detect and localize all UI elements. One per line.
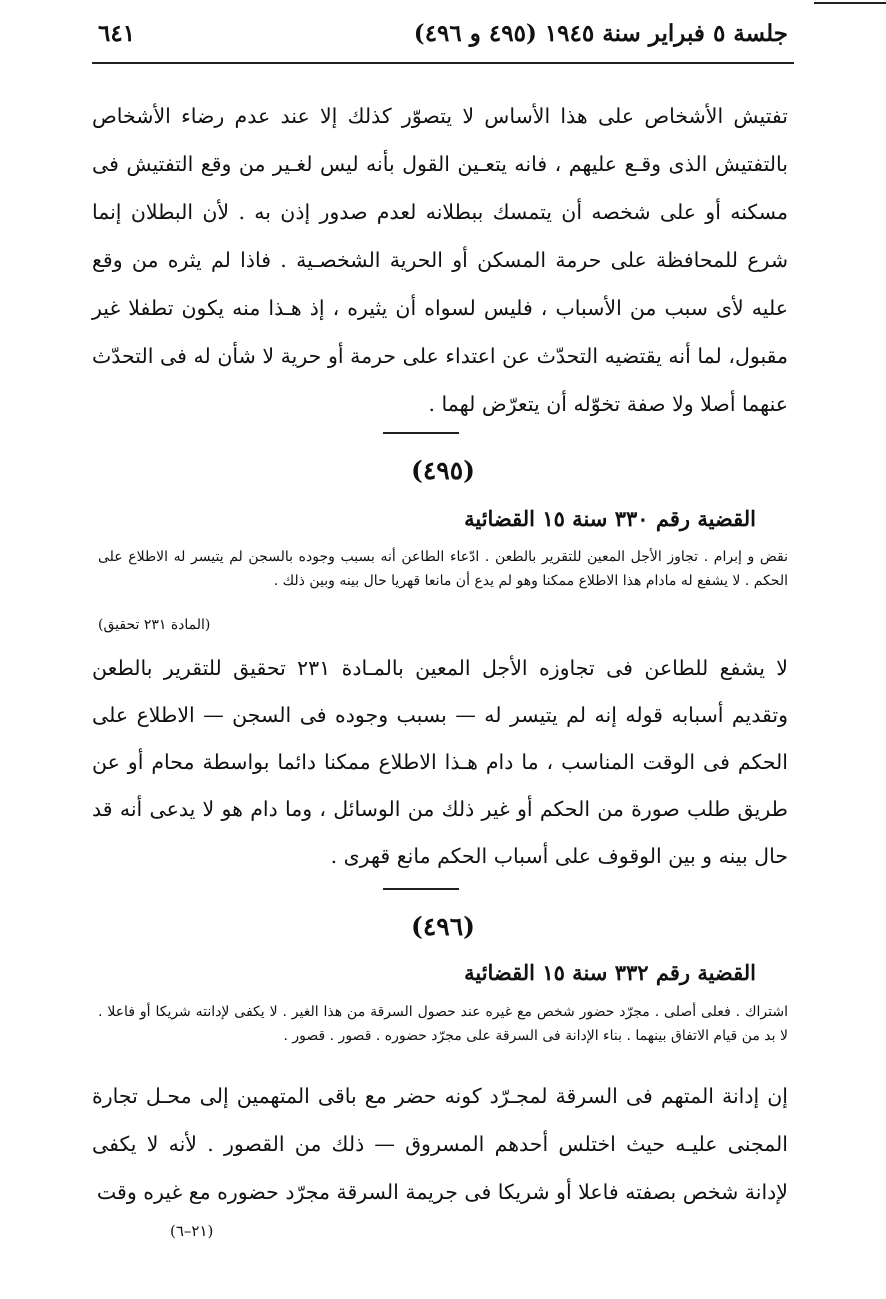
ruling-summary: نقض و إبرام . تجاوز الأجل المعين للتقرير بالطعن . ادّعاء الطاعن أنه بسبب وجوده بالسجن لم يتيسر له الاطلاع على الحكم . لا يشفع له مادام هذا الاطلاع ممكنا وهو لم يدع أن مانعا قهريا حال بينه وبين ذلك . [98, 549, 788, 589]
header-rule [92, 62, 794, 64]
corner-line [814, 2, 886, 4]
session-title: جلسة ٥ فبراير سنة ١٩٤٥ (٤٩٥ و ٤٩٦) [413, 20, 788, 47]
ruling-body: لا يشفع للطاعن فى تجاوزه الأجل المعين بالمـادة ٢٣١ تحقيق للتقرير بالطعن وتقديم أسبابه قوله إنه لم يتيسر له — بسبب وجوده فى السجن — الاطلاع على الحكم فى الوقت المناسب ، ما دام هـذا الاطلاع ممكنا دائما بواسطة محام أو عن طريق طلب صورة من الحكم أو غير ذلك من الوسائل ، وما دام هو لا يدعى أنه قد حال بينه و بين الوقوف على أسباب الحكم مانع قهرى . [92, 656, 788, 868]
printer-signature: (٢١–٦) [170, 1222, 214, 1240]
case-title: القضية رقم ٣٣٠ سنة ١٥ القضائية [464, 506, 756, 531]
ruling-number: (٤٩٦) [411, 912, 475, 941]
ruling-summary: اشتراك . فعلى أصلى . مجرّد حضور شخص مع غيره عند حصول السرقة من هذا الغير . لا يكفى لإدانته شريكا أو فاعلا . لا بد من قيام الاتفاق بينهما . بناء الإدانة فى السرقة على مجرّد حضوره . قصور . قصور . [98, 1004, 788, 1044]
ruling-body: إن إدانة المتهم فى السرقة لمجـرّد كونه حضر مع باقى المتهمين إلى محـل تجارة المجنى عليـه حيث اختلس أحدهم المسروق — ذلك من القصور . لأنه لا يكفى لإدانة شخص بصفته فاعلا أو شريكا فى جريمة السرقة مجرّد حضوره مع غيره وقت [92, 1084, 788, 1204]
page-number: ٦٤١ [98, 20, 136, 47]
intro-paragraph: تفتيش الأشخاص على هذا الأساس لا يتصوّر كذلك إلا عند عدم رضاء الأشخاص بالتفتيش الذى وقـع عليهم ، فانه يتعـين القول بأنه ليس لغـير من وقع التفتيش فى مسكنه أو على شخصه أن يتمسك ببطلانه لعدم صدور إذن به . لأن البطلان إنما شرع للمحافظة على حرمة المسكن أو الحرية الشخصـية . فاذا لم يثره من وقع عليه لأى سبب من الأسباب ، فليس لسواه أن يثيره ، إذ هـذا منه يكون تطفلا غير مقبول، لما أنه يقتضيه التحدّث عن اعتداء على حرمة أو حرية لا شأن له فى التحدّث عنهما أصلا ولا صفة تخوّله أن يتعرّض لهما . [92, 104, 788, 416]
case-title: القضية رقم ٣٣٢ سنة ١٥ القضائية [464, 960, 756, 985]
ruling-number: (٤٩٥) [411, 456, 475, 485]
section-divider [383, 888, 459, 890]
article-reference: (المادة ٢٣١ تحقيق) [98, 617, 211, 633]
page-header [98, 14, 788, 58]
section-divider [383, 432, 459, 434]
